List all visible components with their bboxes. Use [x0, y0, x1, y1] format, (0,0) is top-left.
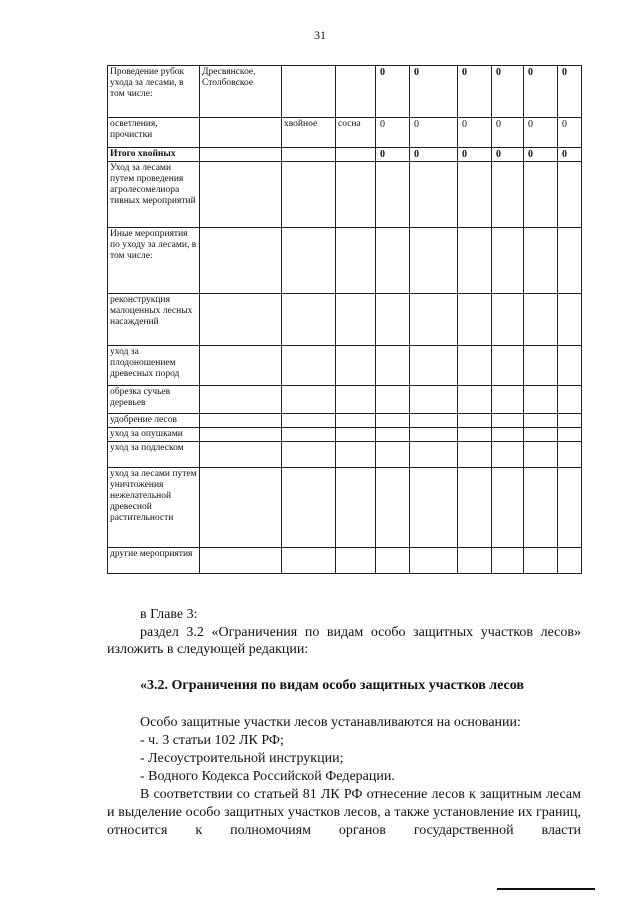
basis-item-1: - ч. 3 статьи 102 ЛК РФ; — [140, 733, 284, 748]
value-cell — [458, 162, 492, 228]
value-cell — [492, 468, 524, 548]
species-cell — [336, 386, 376, 414]
value-cell: 0 — [376, 66, 410, 118]
table-row — [108, 66, 582, 118]
value-cell — [410, 346, 458, 386]
forest-type-cell — [282, 428, 336, 442]
table-row — [108, 414, 582, 428]
table-row — [108, 386, 582, 414]
forest-type-cell — [282, 346, 336, 386]
value-cell: 0 — [524, 118, 558, 148]
value-cell — [458, 414, 492, 428]
value-cell — [458, 548, 492, 574]
area-cell — [200, 228, 282, 294]
table-row — [108, 294, 582, 346]
activity-cell: другие мероприятия — [108, 548, 200, 574]
activity-cell: Проведение рубок ухода за лесами, в том числе: — [108, 66, 200, 118]
value-cell — [458, 386, 492, 414]
value-cell: 0 — [410, 118, 458, 148]
value-cell — [524, 414, 558, 428]
value-cell — [376, 294, 410, 346]
area-cell — [200, 294, 282, 346]
forest-care-table — [107, 65, 582, 574]
forest-type-cell — [282, 162, 336, 228]
value-cell — [558, 228, 582, 294]
paragraph-line-1: В соответствии со статьей 81 ЛК РФ отнесение лесов к защитным лесам — [140, 787, 581, 802]
activity-cell: обрезка сучьев деревьев — [108, 386, 200, 414]
forest-type-cell — [282, 468, 336, 548]
value-cell — [458, 294, 492, 346]
value-cell: 0 — [558, 66, 582, 118]
value-cell — [558, 548, 582, 574]
species-cell — [336, 294, 376, 346]
value-cell: 0 — [492, 148, 524, 162]
value-cell — [492, 346, 524, 386]
area-cell — [200, 386, 282, 414]
value-cell: 0 — [410, 66, 458, 118]
instruction-line-1: раздел 3.2 «Ограничения по видам особо защитных участков лесов» — [140, 625, 581, 640]
chapter-ref: в Главе 3: — [140, 607, 198, 622]
value-cell: 0 — [558, 148, 582, 162]
activity-cell: уход за лесами путем уничтожения нежелательной древесной растительности — [108, 468, 200, 548]
table-total-row — [108, 148, 582, 162]
activity-cell: уход за плодоношением древесных пород — [108, 346, 200, 386]
value-cell — [524, 428, 558, 442]
value-cell — [558, 442, 582, 468]
species-cell — [336, 548, 376, 574]
area-cell — [200, 414, 282, 428]
value-cell — [492, 442, 524, 468]
species-cell — [336, 442, 376, 468]
activity-cell: Итого хвойных — [108, 148, 200, 162]
value-cell — [376, 548, 410, 574]
value-cell: 0 — [458, 148, 492, 162]
value-cell — [458, 428, 492, 442]
area-cell — [200, 468, 282, 548]
basis-item-3: - Водного Кодекса Российской Федерации. — [140, 769, 395, 784]
value-cell — [524, 346, 558, 386]
basis-item-2: - Лесоустроительной инструкции; — [140, 751, 344, 766]
activity-cell: Иные мероприятия по уходу за лесами, в том числе: — [108, 228, 200, 294]
value-cell — [524, 548, 558, 574]
value-cell: 0 — [376, 118, 410, 148]
value-cell — [376, 386, 410, 414]
value-cell — [410, 548, 458, 574]
species-cell — [336, 428, 376, 442]
area-cell — [200, 346, 282, 386]
value-cell: 0 — [410, 148, 458, 162]
activity-cell: уход за подлеском — [108, 442, 200, 468]
species-cell — [336, 162, 376, 228]
value-cell: 0 — [524, 148, 558, 162]
table-row — [108, 548, 582, 574]
area-cell — [200, 428, 282, 442]
table-row — [108, 346, 582, 386]
area-cell — [200, 162, 282, 228]
value-cell — [558, 294, 582, 346]
value-cell — [492, 414, 524, 428]
value-cell — [558, 386, 582, 414]
table-row — [108, 428, 582, 442]
value-cell — [558, 346, 582, 386]
value-cell — [458, 442, 492, 468]
value-cell: 0 — [458, 118, 492, 148]
value-cell: 0 — [558, 118, 582, 148]
value-cell — [524, 162, 558, 228]
activity-cell: уход за опушками — [108, 428, 200, 442]
forest-type-cell — [282, 386, 336, 414]
value-cell: 0 — [376, 148, 410, 162]
value-cell — [410, 468, 458, 548]
value-cell — [558, 162, 582, 228]
table-row — [108, 228, 582, 294]
value-cell — [410, 442, 458, 468]
value-cell — [410, 162, 458, 228]
value-cell — [524, 442, 558, 468]
value-cell — [376, 468, 410, 548]
instruction-line-2: изложить в следующей редакции: — [107, 642, 309, 657]
value-cell — [410, 386, 458, 414]
value-cell — [410, 228, 458, 294]
value-cell — [376, 346, 410, 386]
activity-cell: удобрение лесов — [108, 414, 200, 428]
area-cell — [200, 442, 282, 468]
table-row — [108, 442, 582, 468]
value-cell — [410, 414, 458, 428]
value-cell — [558, 468, 582, 548]
forest-type-cell — [282, 414, 336, 428]
value-cell: 0 — [492, 66, 524, 118]
page-number: 31 — [314, 28, 326, 42]
area-cell — [200, 548, 282, 574]
value-cell: 0 — [492, 118, 524, 148]
forest-type-cell — [282, 228, 336, 294]
value-cell — [376, 162, 410, 228]
species-cell — [336, 228, 376, 294]
paragraph-line-3: относится к полномочиям органов государственной власти — [107, 823, 581, 838]
value-cell: 0 — [524, 66, 558, 118]
species-cell: сосна — [336, 118, 376, 148]
value-cell — [524, 294, 558, 346]
value-cell — [492, 428, 524, 442]
forest-type-cell — [282, 148, 336, 162]
table-row — [108, 468, 582, 548]
table-row — [108, 118, 582, 148]
forest-type-cell — [282, 294, 336, 346]
value-cell — [410, 294, 458, 346]
area-cell — [200, 148, 282, 162]
value-cell — [492, 548, 524, 574]
value-cell — [524, 386, 558, 414]
basis-intro: Особо защитные участки лесов устанавливаются на основании: — [140, 715, 521, 730]
section-heading: «3.2. Ограничения по видам особо защитных участков лесов — [140, 678, 524, 693]
value-cell — [492, 294, 524, 346]
value-cell — [458, 346, 492, 386]
value-cell — [458, 468, 492, 548]
bottom-rule — [497, 888, 595, 890]
activity-cell: Уход за лесами путем проведения агролесомелиора тивных мероприятий — [108, 162, 200, 228]
value-cell — [558, 414, 582, 428]
forest-type-cell — [282, 442, 336, 468]
forest-type-cell: хвойное — [282, 118, 336, 148]
forest-type-cell — [282, 66, 336, 118]
value-cell — [376, 428, 410, 442]
species-cell — [336, 346, 376, 386]
activity-cell: реконструкция малоценных лесных насаждений — [108, 294, 200, 346]
forest-type-cell — [282, 548, 336, 574]
value-cell — [376, 414, 410, 428]
value-cell — [376, 228, 410, 294]
paragraph-line-2: и выделение особо защитных участков лесов, а также установление их границ, — [107, 805, 581, 820]
value-cell — [492, 228, 524, 294]
species-cell — [336, 148, 376, 162]
value-cell — [492, 162, 524, 228]
species-cell — [336, 414, 376, 428]
value-cell — [410, 428, 458, 442]
species-cell — [336, 66, 376, 118]
value-cell: 0 — [458, 66, 492, 118]
area-cell — [200, 118, 282, 148]
value-cell — [524, 228, 558, 294]
value-cell — [492, 386, 524, 414]
value-cell — [524, 468, 558, 548]
value-cell — [458, 228, 492, 294]
table-row — [108, 162, 582, 228]
area-cell: Дресвянское, Столбовское — [200, 66, 282, 118]
value-cell — [558, 428, 582, 442]
species-cell — [336, 468, 376, 548]
activity-cell: осветления, прочистки — [108, 118, 200, 148]
value-cell — [376, 442, 410, 468]
